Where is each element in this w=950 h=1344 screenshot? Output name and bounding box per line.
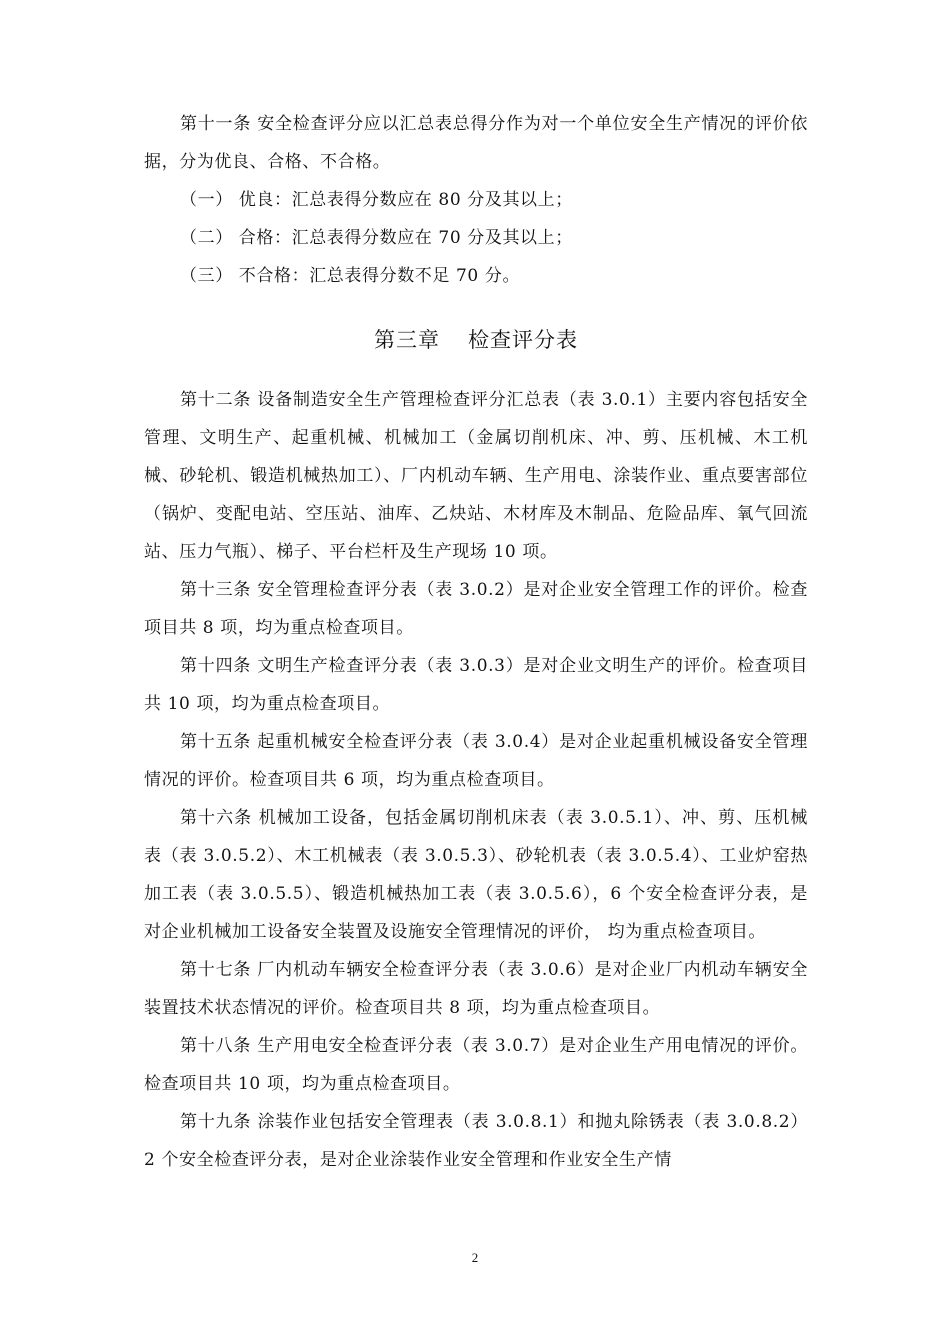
chapter-heading (144, 326, 808, 354)
article-16-paragraph: 第十六条 机械加工设备，包括金属切削机床表（表 3.0.5.1）、冲、剪、压机械表（表 3.0.5.2）、木工机械表（表 3.0.5.3）、砂轮机表（表 3.0.5.4）、工业炉窑热加工表（表 3.0.5.5）、锻造机械热加工表（表 3.0.5.6），6 个安全检查评分表，是对企业机械加工设备安全装置及设施安全管理情况的评价， 均为重点检查项目。 (144, 808, 808, 942)
article-18-paragraph: 第十八条 生产用电安全检查评分表（表 3.0.7）是对企业生产用电情况的评价。检查项目共 10 项，均为重点检查项目。 (144, 1036, 808, 1094)
chapter-number: 第三章 (374, 328, 440, 352)
article-11-paragraph: 第十一条 安全检查评分应以汇总表总得分作为对一个单位安全生产情况的评价依据，分为优良、合格、不合格。 (144, 114, 808, 172)
article-14-paragraph: 第十四条 文明生产检查评分表（表 3.0.3）是对企业文明生产的评价。检查项目共 10 项，均为重点检查项目。 (144, 656, 808, 714)
grade-pass-item: （二） 合格：汇总表得分数应在 70 分及其以上； (180, 228, 573, 248)
article-12-paragraph: 第十二条 设备制造安全生产管理检查评分汇总表（表 3.0.1）主要内容包括安全管理、文明生产、起重机械、机械加工（金属切削机床、冲、剪、压机械、木工机械、砂轮机、锻造机械热加工）、厂内机动车辆、生产用电、涂装作业、重点要害部位（锅炉、变配电站、空压站、油库、乙炔站、木材库及木制品、危险品库、氧气回流站、压力气瓶）、梯子、平台栏杆及生产现场 10 项。 (144, 390, 808, 562)
page-number: 2 (471, 1250, 479, 1265)
grade-fail-item: （三） 不合格：汇总表得分数不足 70 分。 (180, 266, 521, 286)
article-13-paragraph: 第十三条 安全管理检查评分表（表 3.0.2）是对企业安全管理工作的评价。检查项目共 8 项，均为重点检查项目。 (144, 580, 808, 638)
chapter-title: 检查评分表 (468, 328, 578, 352)
grade-excellent-item: （一） 优良：汇总表得分数应在 80 分及其以上； (180, 190, 573, 210)
article-19-paragraph: 第十九条 涂装作业包括安全管理表（表 3.0.8.1）和抛丸除锈表（表 3.0.8.2）2 个安全检查评分表，是对企业涂装作业安全管理和作业安全生产情 (144, 1112, 808, 1170)
article-17-paragraph: 第十七条 厂内机动车辆安全检查评分表（表 3.0.6）是对企业厂内机动车辆安全装置技术状态情况的评价。检查项目共 8 项，均为重点检查项目。 (144, 960, 808, 1018)
article-15-paragraph: 第十五条 起重机械安全检查评分表（表 3.0.4）是对企业起重机械设备安全管理情况的评价。检查项目共 6 项，均为重点检查项目。 (144, 732, 808, 790)
document-page (144, 105, 808, 1179)
